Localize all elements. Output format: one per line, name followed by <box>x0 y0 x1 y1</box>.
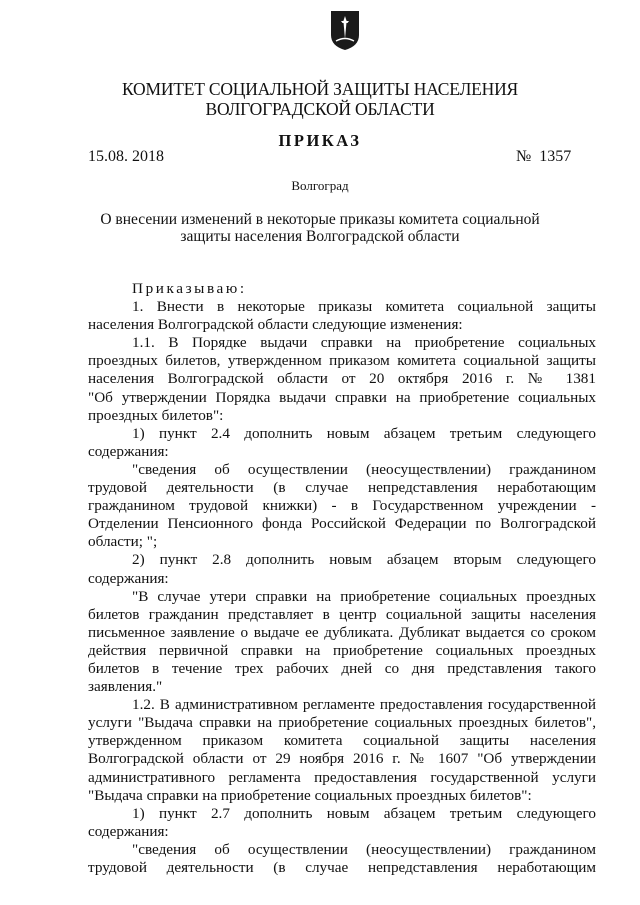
body-line: трудовой деятельности (в случае непредставления неработающим <box>88 859 596 876</box>
body-line: 1.2. В административном регламенте предоставления государственной <box>132 696 596 714</box>
subject-line: О внесении изменений в некоторые приказы комитета социальной <box>100 211 540 228</box>
body-line: действия первичной справки на приобретение социальных проездных <box>88 641 596 659</box>
body-line: "Об утверждении Порядка выдачи справки на приобретение социальных <box>88 388 596 406</box>
body-line: утвержденном приказом комитета социальной защиты населения <box>88 732 596 750</box>
body-line: проездных билетов": <box>88 406 224 424</box>
body-line: 1) пункт 2.4 дополнить новым абзацем третьим следующего <box>132 424 596 442</box>
body-line: "сведения об осуществлении (неосуществлении) гражданином <box>132 460 596 478</box>
body-line: проездных билетов, утвержденном приказом комитета социальной защиты <box>88 352 596 370</box>
body-line: населения Волгоградской области следующие изменения: <box>88 316 463 334</box>
coat-of-arms-emblem <box>329 9 361 51</box>
body-line: содержания: <box>88 822 169 840</box>
order-date: 15.08. 2018 <box>88 148 164 165</box>
body-line: 1) пункт 2.7 дополнить новым абзацем третьим следующего <box>132 804 596 822</box>
order-number: № 1357 <box>516 148 572 165</box>
body-line: Волгоградской области от 29 ноября 2016 г. № 1607 "Об утверждении <box>88 750 596 768</box>
subject-line: защиты населения Волгоградской области <box>180 228 460 245</box>
body-line: содержания: <box>88 442 169 460</box>
body-line: содержания: <box>88 569 169 587</box>
body-line: "В случае утери справки на приобретение социальных проездных <box>132 587 596 605</box>
order-subject <box>0 211 640 245</box>
body-line: билетов гражданин представляет в центр социальной защиты населения <box>88 605 596 623</box>
body-line: услуги "Выдача справки на приобретение социальных проездных билетов", <box>88 714 596 732</box>
city-name: Волгоград <box>291 178 349 193</box>
organization-name <box>0 79 640 119</box>
body-line: 1.1. В Порядке выдачи справки на приобретение социальных <box>132 334 596 352</box>
org-name-line: КОМИТЕТ СОЦИАЛЬНОЙ ЗАЩИТЫ НАСЕЛЕНИЯ <box>121 79 518 99</box>
body-line: 1. Внести в некоторые приказы комитета социальной защиты <box>132 298 596 316</box>
body-line: 2) пункт 2.8 дополнить новым абзацем вторым следующего <box>132 551 596 569</box>
org-name-line: ВОЛГОГРАДСКОЙ ОБЛАСТИ <box>205 99 435 119</box>
body-line: Отделении Пенсионного фонда Российской Федерации по Волгоградской <box>88 515 596 533</box>
body-line: "Выдача справки на приобретение социальных проездных билетов": <box>88 786 532 804</box>
body-line: населения Волгоградской области от 20 октября 2016 г. № 1381 <box>88 370 596 388</box>
body-line: области; "; <box>88 533 158 551</box>
body-line: трудовой деятельности (в случае непредставления неработающим <box>88 479 596 497</box>
body-line: гражданином трудовой книжки) - в Государственном учреждении - <box>88 497 596 515</box>
body-line: билетов в течение трех рабочих дней со дня представления такого <box>88 659 596 677</box>
document-type-title: ПРИКАЗ <box>278 131 362 150</box>
order-body <box>88 280 596 877</box>
body-line: заявления." <box>88 678 163 696</box>
body-line: Приказываю: <box>132 280 247 297</box>
body-line: административного регламента предоставления государственной услуги <box>88 768 596 786</box>
body-line: письменное заявление о выдаче ее дубликата. Дубликат выдается со сроком <box>88 623 596 641</box>
body-line: "сведения об осуществлении (неосуществлении) гражданином <box>132 840 596 858</box>
